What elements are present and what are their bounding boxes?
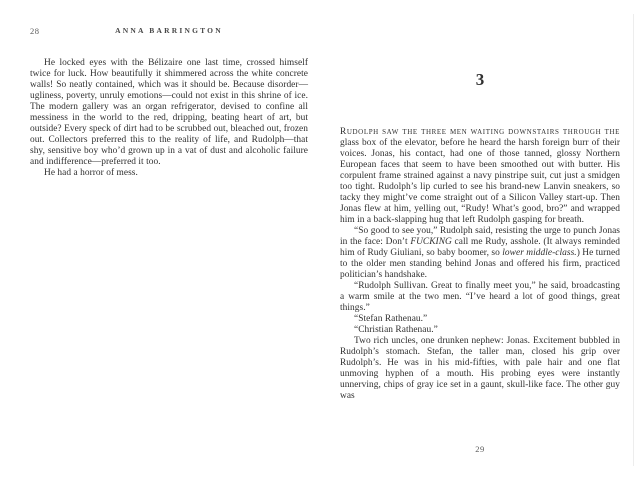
right-paragraph-1 <box>340 127 620 226</box>
paragraph-text: “So good to see you,” Rudolph said, resisting the urge to punch Jonas in the face: Don’t <box>340 226 620 247</box>
chapter-opening-smallcaps: Rudolph saw the three men waiting downstairs through the <box>340 127 620 137</box>
left-page-header <box>30 26 308 37</box>
right-page <box>340 70 620 402</box>
right-paragraph-3: “Rudolph Sullivan. Great to finally meet you,” he said, broadcasting a warm smile at the two men. “I’ve heard a lot of good things, great things.” <box>340 281 620 313</box>
right-paragraph-2 <box>340 226 620 281</box>
right-page-number: 29 <box>475 444 485 454</box>
paragraph-text: glass box of the elevator, before he heard the harsh foreign burr of their voices. Jonas, his contact, had one of those tanned, glossy Northern European faces that seem to have been smoothed out with butter. His corpulent frame strained against a navy pinstripe suit, cut just a smidgen too tight. Rudolph’s lip curled to see his brand-new Lanvin sneakers, so tacky they might’ve come straight out of a Silicon Valley start-up. Then Jonas flew at him, yelling out, “Rudy! What’s good, bro?” and wrapped him in a back-slapping hug that left Rudolph gasping for breath. <box>340 138 620 225</box>
italic-emphasis: FUCKING <box>410 237 452 247</box>
page-edge-line <box>633 14 634 466</box>
left-paragraph-1: He locked eyes with the Bélizaire one last time, crossed himself twice for luck. How beautifully it shimmered across the white concrete walls! So neatly contained, which was it should be. Because disorder—ugliness, poverty, unruly emotions—could not exist in this shrine of ice. The modern gallery was an organ refrigerator, devised to confine all messiness in the world to the red, dripping, beating heart of art, but outside? Every speck of dirt had to be scrubbed out, bleached out, frozen out. Collectors preferred this to the reality of life, and Rudolph—that shy, sensitive boy who’d grown up in a vat of dust and alcoholic failure and indifference—preferred it too. <box>30 58 308 167</box>
paragraph-text: call me Rudy, asshole. (It always reminded him of Rudy Giuliani, so baby boomer, so <box>340 237 620 258</box>
paragraph-text: ) He turned to the older men standing behind Jonas and offered his firm, practiced politician’s handshake. <box>340 248 620 280</box>
chapter-number: 3 <box>475 70 485 89</box>
left-page <box>30 26 308 179</box>
right-paragraph-5: “Christian Rathenau.” <box>354 325 438 335</box>
right-paragraph-4: “Stefan Rathenau.” <box>354 314 428 324</box>
left-page-number: 28 <box>30 26 40 36</box>
italic-emphasis: lower middle-class. <box>502 248 577 258</box>
left-paragraph-2: He had a horror of mess. <box>44 168 138 178</box>
running-header: ANNA BARRINGTON <box>115 26 223 35</box>
right-paragraph-6: Two rich uncles, one drunken nephew: Jonas. Excitement bubbled in Rudolph’s stomach. Stefan, the taller man, closed his grip over Rudolph’s. He was in his mid-fifties, with pale hair and one flat unmoving hyphen of a mouth. His probing eyes were instantly unnerving, chips of gray ice set in a gaunt, skull-like face. The other guy was <box>340 336 620 401</box>
